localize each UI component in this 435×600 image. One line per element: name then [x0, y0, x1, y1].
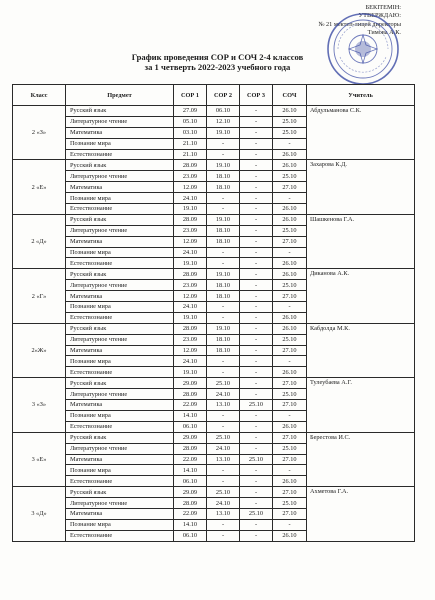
sor2-cell: 18.10 [207, 171, 240, 182]
class-cell: 3 «Д» [13, 487, 66, 541]
subject-cell: Естествознание [66, 421, 174, 432]
soch-cell: 25.10 [273, 225, 307, 236]
sor3-cell: - [240, 149, 273, 160]
sor2-cell: 18.10 [207, 236, 240, 247]
sor2-cell: 25.10 [207, 378, 240, 389]
soch-cell: 27.10 [273, 236, 307, 247]
soch-cell: - [273, 138, 307, 149]
sor3-cell: - [240, 323, 273, 334]
sor3-cell: - [240, 345, 273, 356]
class-cell: 2 «Г» [13, 269, 66, 323]
subject-cell: Математика [66, 182, 174, 193]
sor2-cell: 18.10 [207, 291, 240, 302]
soch-cell: - [273, 302, 307, 313]
subject-cell: Математика [66, 127, 174, 138]
sor2-cell: 13.10 [207, 400, 240, 411]
table-row [13, 160, 415, 171]
sor1-cell: 14.10 [174, 519, 207, 530]
sor2-cell: - [207, 356, 240, 367]
subject-cell: Литературное чтение [66, 334, 174, 345]
sor2-cell: - [207, 149, 240, 160]
table-row [13, 269, 415, 280]
soch-cell: - [273, 519, 307, 530]
sor1-cell: 12.09 [174, 345, 207, 356]
sor3-cell: - [240, 225, 273, 236]
sor2-cell: - [207, 193, 240, 204]
soch-cell: 26.10 [273, 367, 307, 378]
sor3-cell: - [240, 530, 273, 541]
approval-line: Тимова А.К. [367, 29, 401, 37]
subject-cell: Русский язык [66, 214, 174, 225]
sor1-cell: 19.10 [174, 204, 207, 215]
header-sor3: СОР 3 [240, 85, 273, 106]
subject-cell: Естествознание [66, 530, 174, 541]
sor3-cell: - [240, 356, 273, 367]
sor1-cell: 06.10 [174, 421, 207, 432]
sor2-cell: - [207, 421, 240, 432]
subject-cell: Русский язык [66, 269, 174, 280]
sor1-cell: 24.10 [174, 247, 207, 258]
header-sor2: СОР 2 [207, 85, 240, 106]
sor2-cell: - [207, 530, 240, 541]
subject-cell: Литературное чтение [66, 116, 174, 127]
subject-cell: Математика [66, 345, 174, 356]
soch-cell: 27.10 [273, 182, 307, 193]
sor2-cell: - [207, 138, 240, 149]
seal-stamp-icon [326, 12, 400, 86]
subject-cell: Литературное чтение [66, 498, 174, 509]
subject-cell: Познание мира [66, 356, 174, 367]
table-header-row [13, 85, 415, 106]
sor2-cell: 25.10 [207, 487, 240, 498]
sor3-cell: - [240, 389, 273, 400]
subject-cell: Математика [66, 454, 174, 465]
sor1-cell: 14.10 [174, 465, 207, 476]
sor2-cell: 24.10 [207, 443, 240, 454]
teacher-cell: Ахметова Г.А. [307, 487, 415, 541]
table-row [13, 214, 415, 225]
sor3-cell: 25.10 [240, 508, 273, 519]
sor3-cell: - [240, 519, 273, 530]
subject-cell: Русский язык [66, 378, 174, 389]
sor1-cell: 12.09 [174, 291, 207, 302]
sor2-cell: - [207, 302, 240, 313]
sor1-cell: 28.09 [174, 389, 207, 400]
sor1-cell: 28.09 [174, 323, 207, 334]
sor2-cell: 25.10 [207, 432, 240, 443]
subject-cell: Естествознание [66, 312, 174, 323]
class-cell: 2 «Д» [13, 214, 66, 268]
sor3-cell: - [240, 443, 273, 454]
sor2-cell: - [207, 367, 240, 378]
subject-cell: Естествознание [66, 476, 174, 487]
sor2-cell: 19.10 [207, 160, 240, 171]
sor1-cell: 24.10 [174, 356, 207, 367]
sor2-cell: 19.10 [207, 323, 240, 334]
soch-cell: 26.10 [273, 258, 307, 269]
sor3-cell: - [240, 171, 273, 182]
soch-cell: 26.10 [273, 323, 307, 334]
sor3-cell: - [240, 204, 273, 215]
sor3-cell: - [240, 258, 273, 269]
sor2-cell: - [207, 204, 240, 215]
sor2-cell: 18.10 [207, 182, 240, 193]
subject-cell: Литературное чтение [66, 225, 174, 236]
subject-cell: Естествознание [66, 258, 174, 269]
sor1-cell: 22.09 [174, 508, 207, 519]
sor2-cell: 19.10 [207, 127, 240, 138]
sor3-cell: - [240, 193, 273, 204]
subject-cell: Русский язык [66, 487, 174, 498]
soch-cell: 26.10 [273, 149, 307, 160]
sor3-cell: - [240, 487, 273, 498]
subject-cell: Литературное чтение [66, 443, 174, 454]
subject-cell: Русский язык [66, 106, 174, 117]
approval-line: № 21 мектеп-лицей директоры [318, 20, 401, 28]
subject-cell: Познание мира [66, 302, 174, 313]
soch-cell: 26.10 [273, 204, 307, 215]
sor3-cell: - [240, 378, 273, 389]
sor3-cell: - [240, 367, 273, 378]
sor3-cell: 25.10 [240, 454, 273, 465]
class-cell: 3 «З» [13, 378, 66, 432]
sor2-cell: - [207, 465, 240, 476]
sor1-cell: 23.09 [174, 225, 207, 236]
teacher-cell: Диканова А.К. [307, 269, 415, 323]
table-body [13, 106, 415, 542]
sor3-cell: - [240, 138, 273, 149]
subject-cell: Математика [66, 508, 174, 519]
sor1-cell: 28.09 [174, 443, 207, 454]
subject-cell: Естествознание [66, 204, 174, 215]
sor2-cell: 19.10 [207, 214, 240, 225]
soch-cell: 26.10 [273, 530, 307, 541]
sor1-cell: 28.09 [174, 160, 207, 171]
subject-cell: Познание мира [66, 465, 174, 476]
soch-cell: 25.10 [273, 280, 307, 291]
sor3-cell: - [240, 302, 273, 313]
sor1-cell: 22.09 [174, 400, 207, 411]
sor2-cell: - [207, 476, 240, 487]
soch-cell: 27.10 [273, 400, 307, 411]
sor1-cell: 12.09 [174, 236, 207, 247]
sor2-cell: 13.10 [207, 508, 240, 519]
sor3-cell: - [240, 334, 273, 345]
sor3-cell: - [240, 465, 273, 476]
sor1-cell: 05.10 [174, 116, 207, 127]
sor3-cell: 25.10 [240, 400, 273, 411]
teacher-cell: Шашкенова Г.А. [307, 214, 415, 268]
sor2-cell: - [207, 519, 240, 530]
sor3-cell: - [240, 476, 273, 487]
soch-cell: 27.10 [273, 378, 307, 389]
soch-cell: 26.10 [273, 421, 307, 432]
header-subject: Предмет [66, 85, 174, 106]
sor1-cell: 22.09 [174, 454, 207, 465]
sor3-cell: - [240, 116, 273, 127]
sor1-cell: 29.09 [174, 378, 207, 389]
sor1-cell: 14.10 [174, 410, 207, 421]
sor3-cell: - [240, 160, 273, 171]
sor1-cell: 28.09 [174, 214, 207, 225]
sor3-cell: - [240, 127, 273, 138]
title-line-2: за 1 четверть 2022-2023 учебного года [144, 62, 291, 72]
subject-cell: Русский язык [66, 160, 174, 171]
sor1-cell: 27.09 [174, 106, 207, 117]
sor1-cell: 12.09 [174, 182, 207, 193]
soch-cell: - [273, 193, 307, 204]
teacher-cell: Абдульманова С.К. [307, 106, 415, 160]
sor1-cell: 29.09 [174, 432, 207, 443]
subject-cell: Математика [66, 236, 174, 247]
soch-cell: 26.10 [273, 269, 307, 280]
soch-cell: 27.10 [273, 291, 307, 302]
sor1-cell: 06.10 [174, 530, 207, 541]
subject-cell: Познание мира [66, 193, 174, 204]
sor2-cell: 18.10 [207, 225, 240, 236]
sor1-cell: 03.10 [174, 127, 207, 138]
table-row [13, 106, 415, 117]
teacher-cell: Тулеубаева А.Г. [307, 378, 415, 432]
sor1-cell: 29.09 [174, 487, 207, 498]
soch-cell: 25.10 [273, 171, 307, 182]
sor2-cell: 24.10 [207, 389, 240, 400]
soch-cell: 26.10 [273, 476, 307, 487]
soch-cell: 25.10 [273, 443, 307, 454]
sor3-cell: - [240, 432, 273, 443]
sor3-cell: - [240, 106, 273, 117]
subject-cell: Математика [66, 291, 174, 302]
document-title [0, 52, 435, 72]
teacher-cell: Кабдолда М.К. [307, 323, 415, 377]
table-row [13, 323, 415, 334]
title-line-1: График проведения СОР и СОЧ 2-4 классов [131, 52, 304, 62]
soch-cell: 27.10 [273, 432, 307, 443]
sor3-cell: - [240, 280, 273, 291]
soch-cell: 25.10 [273, 127, 307, 138]
sor3-cell: - [240, 312, 273, 323]
sor1-cell: 21.10 [174, 149, 207, 160]
sor3-cell: - [240, 410, 273, 421]
approval-line: УТВЕРЖДАЮ: [358, 12, 401, 20]
subject-cell: Литературное чтение [66, 280, 174, 291]
subject-cell: Естествознание [66, 149, 174, 160]
soch-cell: 26.10 [273, 106, 307, 117]
sor2-cell: 18.10 [207, 334, 240, 345]
sor1-cell: 21.10 [174, 138, 207, 149]
soch-cell: 25.10 [273, 498, 307, 509]
sor2-cell: 12.10 [207, 116, 240, 127]
sor3-cell: - [240, 269, 273, 280]
soch-cell: 25.10 [273, 389, 307, 400]
soch-cell: 27.10 [273, 454, 307, 465]
soch-cell: 25.10 [273, 334, 307, 345]
sor2-cell: 13.10 [207, 454, 240, 465]
subject-cell: Естествознание [66, 367, 174, 378]
sor2-cell: - [207, 247, 240, 258]
soch-cell: - [273, 410, 307, 421]
sor3-cell: - [240, 247, 273, 258]
subject-cell: Литературное чтение [66, 389, 174, 400]
sor1-cell: 28.09 [174, 498, 207, 509]
subject-cell: Познание мира [66, 138, 174, 149]
sor2-cell: 24.10 [207, 498, 240, 509]
sor2-cell: - [207, 410, 240, 421]
sor1-cell: 19.10 [174, 367, 207, 378]
sor2-cell: - [207, 258, 240, 269]
table-row [13, 432, 415, 443]
sor3-cell: - [240, 182, 273, 193]
sor1-cell: 23.09 [174, 334, 207, 345]
sor3-cell: - [240, 291, 273, 302]
soch-cell: 27.10 [273, 487, 307, 498]
sor3-cell: - [240, 236, 273, 247]
sor3-cell: - [240, 421, 273, 432]
sor2-cell: - [207, 312, 240, 323]
table-row [13, 378, 415, 389]
schedule-table [12, 84, 415, 542]
subject-cell: Литературное чтение [66, 171, 174, 182]
sor1-cell: 28.09 [174, 269, 207, 280]
approval-line: БЕКІТЕМІН: [365, 4, 401, 11]
header-soch: СОЧ [273, 85, 307, 106]
sor1-cell: 23.09 [174, 280, 207, 291]
subject-cell: Математика [66, 400, 174, 411]
header-sor1: СОР 1 [174, 85, 207, 106]
sor2-cell: 18.10 [207, 280, 240, 291]
sor1-cell: 24.10 [174, 193, 207, 204]
sor3-cell: - [240, 214, 273, 225]
subject-cell: Познание мира [66, 247, 174, 258]
soch-cell: - [273, 247, 307, 258]
sor1-cell: 19.10 [174, 312, 207, 323]
sor1-cell: 24.10 [174, 302, 207, 313]
soch-cell: 26.10 [273, 312, 307, 323]
soch-cell: 26.10 [273, 214, 307, 225]
soch-cell: - [273, 465, 307, 476]
class-cell: 2 «З» [13, 106, 66, 160]
subject-cell: Познание мира [66, 410, 174, 421]
class-cell: 2«Ж» [13, 323, 66, 377]
header-class: Класс [13, 85, 66, 106]
soch-cell: 26.10 [273, 160, 307, 171]
soch-cell: 27.10 [273, 345, 307, 356]
sor2-cell: 06.10 [207, 106, 240, 117]
sor1-cell: 19.10 [174, 258, 207, 269]
soch-cell: 27.10 [273, 508, 307, 519]
subject-cell: Русский язык [66, 323, 174, 334]
sor2-cell: 18.10 [207, 345, 240, 356]
soch-cell: 25.10 [273, 116, 307, 127]
class-cell: 2 «Е» [13, 160, 66, 214]
sor1-cell: 23.09 [174, 171, 207, 182]
sor1-cell: 06.10 [174, 476, 207, 487]
subject-cell: Русский язык [66, 432, 174, 443]
sor3-cell: - [240, 498, 273, 509]
header-teacher: Учитель [307, 85, 415, 106]
class-cell: 3 «Е» [13, 432, 66, 486]
subject-cell: Познание мира [66, 519, 174, 530]
teacher-cell: Захарова К.Д. [307, 160, 415, 214]
teacher-cell: Берестова И.С. [307, 432, 415, 486]
soch-cell: - [273, 356, 307, 367]
sor2-cell: 19.10 [207, 269, 240, 280]
table-row [13, 487, 415, 498]
